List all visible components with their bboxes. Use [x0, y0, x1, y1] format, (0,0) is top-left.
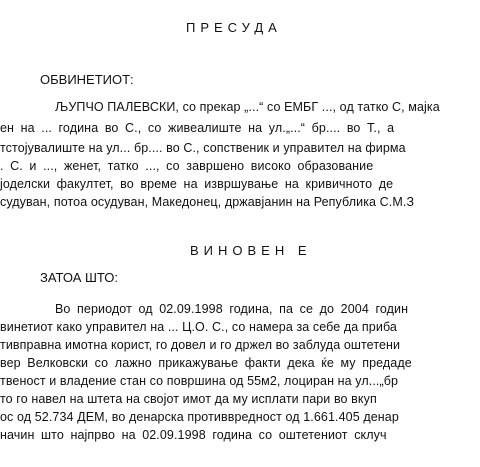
- accused-line: јоделски факултет, во време на извршување на кривичното де: [0, 177, 394, 191]
- because-line: твеност и владение стан со површина од 55м2, лоциран на ул...„бр: [0, 374, 399, 388]
- because-line: ос од 52.734 ДЕМ, во денарска противвредност од 1.661.405 денар: [0, 410, 399, 424]
- accused-line: ЉУПЧО ПАЛЕВСКИ, со прекар „...“ со ЕМБГ ..., од татко С, мајка: [55, 100, 440, 114]
- because-line: винетиот како управител на ... Ц.О. С., со намера за себе да приба: [0, 320, 397, 334]
- guilty-heading: ВИНОВЕН Е: [190, 243, 312, 258]
- because-label: ЗАТОА ШТО:: [40, 270, 118, 285]
- accused-line: ен на ... година во С., со живеалиште на ул.„...“ бр.... во Т., а: [0, 121, 395, 135]
- because-line: вер Велковски со лажно прикажување факти дека ќе му предаде: [0, 356, 412, 370]
- accused-line: тстојувалиште на ул... бр.... во С., сопственик и управител на фирма: [0, 141, 406, 155]
- accused-label: ОБВИНЕТИОТ:: [40, 72, 134, 87]
- accused-line: судуван, потоа осудуван, Македонец, државјанин на Република С.М.З: [0, 195, 415, 209]
- because-line: то го навел на штета на својот имот да му исплати пари во вкуп: [0, 392, 377, 406]
- because-line: начин што најпрво на 02.09.1998 година со оштетениот склуч: [0, 428, 387, 442]
- because-line: тивправна имотна корист, го довел и го држел во заблуда оштетени: [0, 338, 401, 352]
- because-line: Во периодот од 02.09.1998 година, па се до 2004 годин: [55, 302, 409, 316]
- verdict-heading: ПРЕСУДА: [186, 20, 282, 35]
- accused-line: . С. и ..., женет, татко ..., со завршено високо образование: [0, 159, 374, 173]
